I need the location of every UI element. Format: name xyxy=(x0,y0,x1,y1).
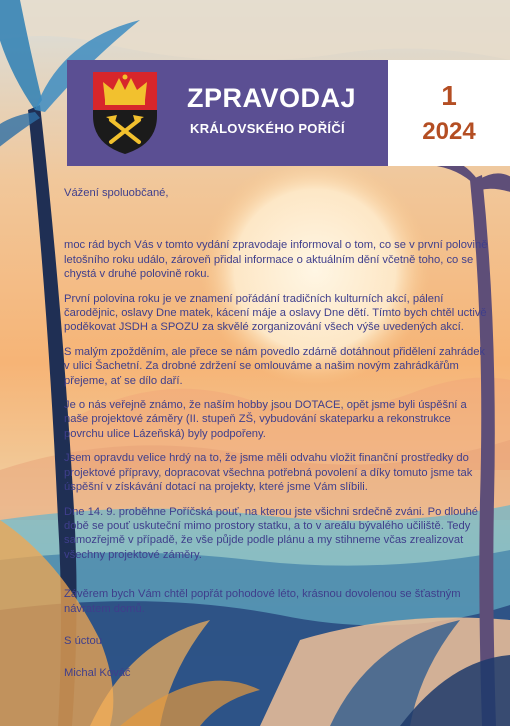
newsletter-subtitle: KRÁLOVSKÉHO POŘÍČÍ xyxy=(190,121,345,136)
salutation: Vážení spoluobčané, xyxy=(64,187,169,199)
issue-number: 1 xyxy=(441,80,457,111)
masthead xyxy=(67,60,510,166)
signature: Michal Kováč xyxy=(64,667,131,680)
letter-paragraph: moc rád bych Vás v tomto vydání zpravodaje informoval o tom, co se v první polovině letošního roku událo, zároveň přidal informace o aktuálním dění včetně toho, co se chystá v druhé polovině roku. xyxy=(64,239,488,281)
coat-of-arms-icon xyxy=(91,70,159,156)
editorial-letter xyxy=(64,186,492,681)
issue-box xyxy=(388,60,510,166)
closing-paragraph: Závěrem bych Vám chtěl popřát pohodové léto, krásnou dovolenou se šťastným návratem domů. xyxy=(64,588,461,615)
letter-paragraph: Je o nás veřejně známo, že naším hobby jsou DOTACE, opět jsme byli úspěšní a naše projektové záměry (II. stupeň ZŠ, vybudování skateparku a rekonstrukce povrchu ulice Lázeňská) byly podpořeny. xyxy=(64,399,467,440)
masthead-band xyxy=(67,60,388,166)
newsletter-title: ZPRAVODAJ xyxy=(187,83,357,113)
letter-paragraph: Dne 14. 9. proběhne Poříčská pouť, na kterou jste všichni srdečně zváni. Po dlouhé době se pouť uskuteční mimo prostory statku, a to v areálu bývalého učiliště. Tedy samozřejmě v případě, že vše půjde podle plánu a my stihneme včas zrealizovat všechny projektové záměry. xyxy=(64,505,479,561)
letter-paragraph: První polovina roku je ve znamení pořádání tradičních kulturních akcí, pálení čarodějnic, oslavy Dne matek, kácení máje a oslavy Dne dětí. Tímto bych chtěl uctivě poděkovat JSDH a SPOZU za skvělé zorganizování všech výše uvedených akcí. xyxy=(64,292,487,334)
letter-paragraph: S malým zpožděním, ale přece se nám povedlo zdárně dotáhnout přidělení zahrádek v ulici Šachetní. Za drobné zdržení se omlouváme a našim novým zahrádkářům přejeme, ať se dílo daří. xyxy=(64,345,486,387)
regards: S úctou xyxy=(64,634,102,647)
letter-paragraph: Jsem opravdu velice hrdý na to, že jsme měli odvahu vložit finanční prostředky do projektové přípravy, dopracovat všechna potřebná povolení a díky tomuto jsme tak úspěšní v získávání dotací na projekty, které jsme Vám slíbili. xyxy=(64,452,473,494)
issue-year: 2024 xyxy=(422,118,476,145)
